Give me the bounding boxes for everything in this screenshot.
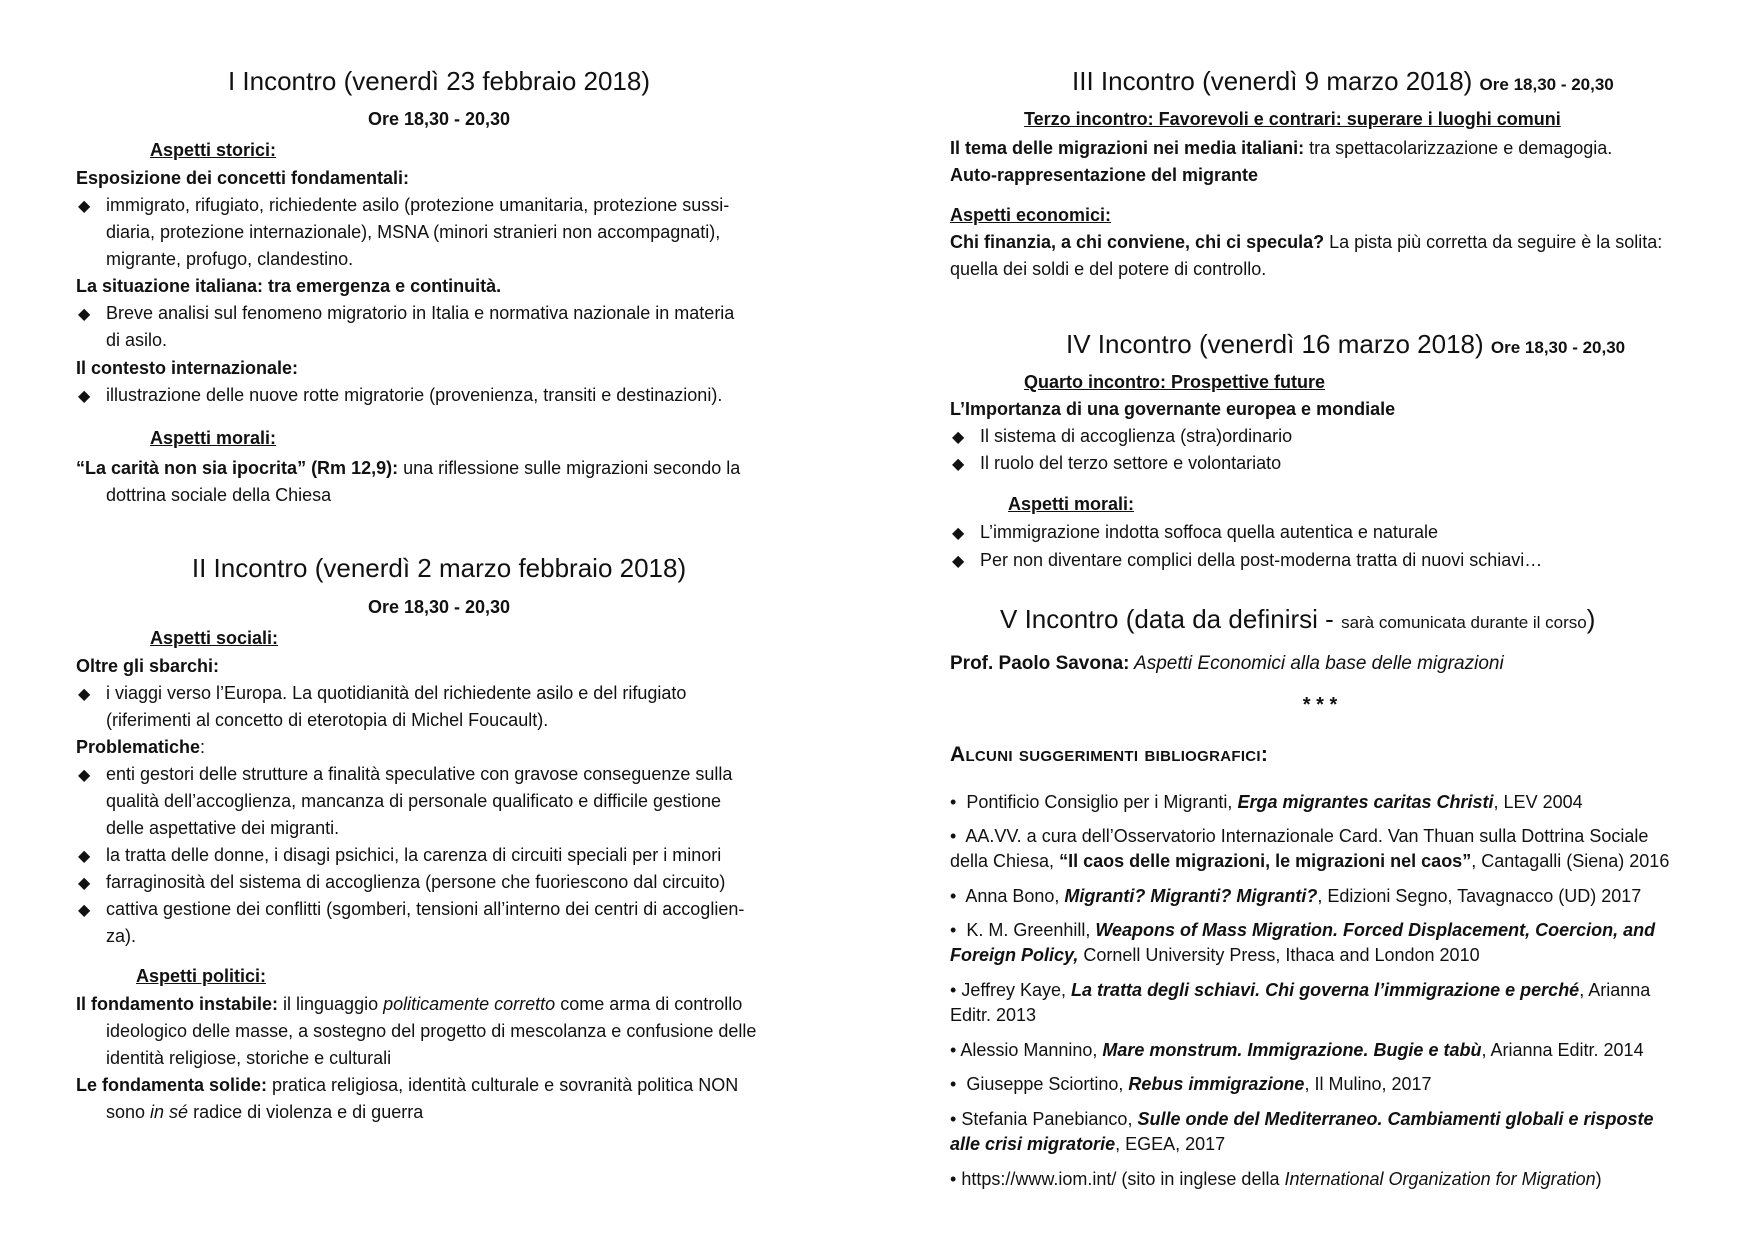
paragraph-chi-finanzia: Chi finanzia, a chi conviene, chi ci specula? La pista più corretta da seguire è la solita:: [950, 232, 1663, 252]
quote-line: dottrina sociale della Chiesa: [106, 485, 332, 505]
bibliography-entry: • Pontificio Consiglio per i Migranti, Erga migrantes caritas Christi, LEV 2004: [950, 792, 1583, 812]
bibliography-entry-line: alle crisi migratorie, EGEA, 2017: [950, 1134, 1226, 1154]
bibliography-entry: • Giuseppe Sciortino, Rebus immigrazione, Il Mulino, 2017: [950, 1074, 1432, 1094]
heading-aspetti-politici: Aspetti politici:: [136, 966, 266, 986]
list-item-line: diaria, protezione internazionale), MSNA (minori stranieri non accompagnati),: [106, 222, 721, 242]
list-item-line: migrante, profugo, clandestino.: [106, 249, 354, 269]
diamond-bullet-icon: ◆: [952, 525, 965, 542]
diamond-bullet-icon: ◆: [952, 429, 965, 446]
list-item-line: Il sistema di accoglienza (stra)ordinario: [980, 426, 1293, 446]
list-item-line: la tratta delle donne, i disagi psichici, la carenza di circuiti speciali per i minori: [106, 845, 722, 865]
list-item-line: enti gestori delle strutture a finalità speculative con gravose conseguenze sulla: [106, 764, 733, 784]
bibliography-entry: • K. M. Greenhill, Weapons of Mass Migration. Forced Displacement, Coercion, and: [950, 920, 1656, 940]
bibliography-entry: • Jeffrey Kaye, La tratta degli schiavi. Chi governa l’immigrazione e perché, Arianna: [950, 980, 1651, 1000]
diamond-bullet-icon: ◆: [952, 553, 965, 570]
session-3-title: III Incontro (venerdì 9 marzo 2018) Ore 18,30 - 20,30: [1072, 66, 1614, 96]
list-item-line: Breve analisi sul fenomeno migratorio in Italia e normativa nazionale in materia: [106, 303, 735, 323]
list-item-line: i viaggi verso l’Europa. La quotidianità del richiedente asilo e del rifugiato: [106, 683, 687, 703]
list-item-line: L’immigrazione indotta soffoca quella autentica e naturale: [980, 522, 1438, 542]
session-1-time: Ore 18,30 - 20,30: [367, 109, 511, 129]
list-item-line: illustrazione delle nuove rotte migratorie (provenienza, transiti e destinazioni).: [106, 385, 723, 405]
list-item-line: za).: [106, 926, 137, 946]
diamond-bullet-icon: ◆: [78, 686, 91, 703]
paragraph-media: Il tema delle migrazioni nei media italiani: tra spettacolarizzazione e demagogia.: [950, 138, 1613, 158]
paragraph-fondamento-instabile: Il fondamento instabile: il linguaggio politicamente corretto come arma di controllo: [76, 994, 743, 1014]
list-item-line: Per non diventare complici della post-moderna tratta di nuovi schiavi…: [980, 550, 1543, 570]
heading-aspetti-sociali: Aspetti sociali:: [150, 628, 279, 648]
diamond-bullet-icon: ◆: [78, 198, 91, 215]
iom-link[interactable]: https://www.iom.int/: [961, 1169, 1117, 1189]
diamond-bullet-icon: ◆: [78, 875, 91, 892]
session-1-title: I Incontro (venerdì 23 febbraio 2018): [227, 66, 651, 96]
session-2-title: II Incontro (venerdì 2 marzo febbraio 2018): [191, 553, 687, 583]
session-2-time: Ore 18,30 - 20,30: [367, 597, 511, 617]
paragraph-line: ideologico delle masse, a sostegno del progetto di mescolanza e confusione delle: [106, 1021, 757, 1041]
bibliography-entry: • Stefania Panebianco, Sulle onde del Mediterraneo. Cambiamenti globali e risposte: [950, 1109, 1654, 1129]
list-item-line: cattiva gestione dei conflitti (sgomberi, tensioni all’interno dei centri di accoglien-: [106, 899, 745, 919]
session-3-subtitle: Terzo incontro: Favorevoli e contrari: superare i luoghi comuni: [1024, 109, 1561, 129]
quote-paragraph: “La carità non sia ipocrita” (Rm 12,9): una riflessione sulle migrazioni secondo la: [76, 458, 741, 478]
session-5-title: V Incontro (data da definirsi - sarà comunicata durante il corso): [1000, 604, 1596, 634]
session-5-speaker: Prof. Paolo Savona: Aspetti Economici alla base delle migrazioni: [950, 653, 1504, 674]
list-item-line: immigrato, rifugiato, richiedente asilo (protezione umanitaria, protezione sussi-: [106, 195, 730, 215]
list-item-line: delle aspettative dei migranti.: [106, 818, 340, 838]
bibliography-entry-line: della Chiesa, “Il caos delle migrazioni, le migrazioni nel caos”, Cantagalli (Siena) 2016: [950, 851, 1670, 871]
bibliography-entry-line: Editr. 2013: [950, 1005, 1037, 1025]
heading-aspetti-morali: Aspetti morali:: [1008, 494, 1135, 514]
list-item-line: (riferimenti al concetto di eterotopia di Michel Foucault).: [106, 710, 549, 730]
diamond-bullet-icon: ◆: [952, 456, 965, 473]
paragraph-line: sono in sé radice di violenza e di guerra: [106, 1102, 424, 1122]
heading-aspetti-economici: Aspetti economici:: [950, 205, 1112, 225]
paragraph-fondamenta-solide: Le fondamenta solide: pratica religiosa, identità culturale e sovranità politica NON: [76, 1075, 739, 1095]
bibliography-heading: Alcuni suggerimenti bibliografici:: [950, 743, 1269, 766]
label-contesto-internazionale: Il contesto internazionale:: [76, 358, 299, 378]
diamond-bullet-icon: ◆: [78, 306, 91, 323]
bibliography-entry: • AA.VV. a cura dell’Osservatorio Internazionale Card. Van Thuan sulla Dottrina Sociale: [950, 826, 1649, 846]
label-importanza: L’Importanza di una governante europea e mondiale: [950, 399, 1396, 419]
label-situazione-italiana: La situazione italiana: tra emergenza e continuità.: [76, 276, 502, 296]
bibliography-entry-line: Foreign Policy, Cornell University Press, Ithaca and London 2010: [950, 945, 1480, 965]
bibliography-entry: • Alessio Mannino, Mare monstrum. Immigrazione. Bugie e tabù, Arianna Editr. 2014: [950, 1040, 1644, 1060]
label-auto-rappresentazione: Auto-rappresentazione del migrante: [950, 165, 1259, 185]
heading-aspetti-morali: Aspetti morali:: [150, 428, 277, 448]
paragraph-line: identità religiose, storiche e culturali: [106, 1048, 392, 1068]
list-item-line: farraginosità del sistema di accoglienza (persone che fuoriescono dal circuito): [106, 872, 726, 892]
label-oltre-sbarchi: Oltre gli sbarchi:: [76, 656, 220, 676]
diamond-bullet-icon: ◆: [78, 902, 91, 919]
paragraph-line: quella dei soldi e del potere di controllo.: [950, 259, 1267, 279]
list-item-line: qualità dell’accoglienza, mancanza di personale qualificato e difficile gestione: [106, 791, 722, 811]
label-problematiche: Problematiche:: [76, 737, 206, 757]
section-separator: * * *: [1302, 694, 1338, 716]
list-item-line: Il ruolo del terzo settore e volontariato: [980, 453, 1282, 473]
label-concetti: Esposizione dei concetti fondamentali:: [76, 168, 410, 188]
bibliography-entry: • Anna Bono, Migranti? Migranti? Migranti?, Edizioni Segno, Tavagnacco (UD) 2017: [950, 886, 1642, 906]
list-item-line: di asilo.: [106, 330, 168, 350]
bibliography-entry: • https://www.iom.int/ (sito in inglese della International Organization for Migration): [950, 1169, 1602, 1189]
diamond-bullet-icon: ◆: [78, 767, 91, 784]
heading-aspetti-storici: Aspetti storici:: [150, 140, 277, 160]
session-4-subtitle: Quarto incontro: Prospettive future: [1024, 372, 1326, 392]
diamond-bullet-icon: ◆: [78, 848, 91, 865]
diamond-bullet-icon: ◆: [78, 388, 91, 405]
session-4-title: IV Incontro (venerdì 16 marzo 2018) Ore 18,30 - 20,30: [1066, 329, 1626, 359]
